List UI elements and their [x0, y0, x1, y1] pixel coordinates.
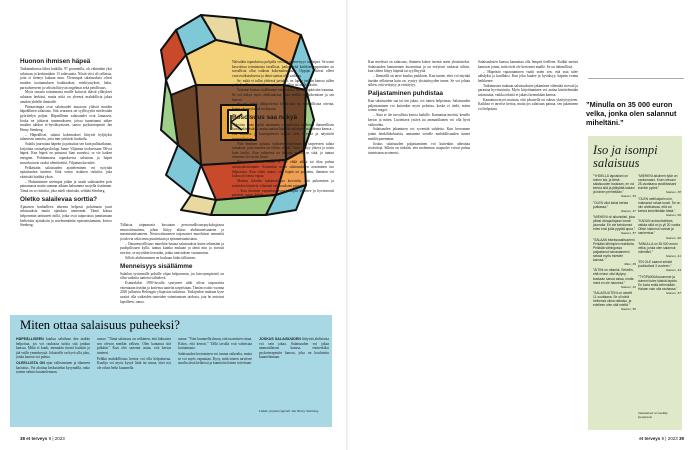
paragraph: Se voi näkyä jälkipolvissa henkisissä tai ruumiillisina oireina, kuten väsymyksenä tai kipuna. [232, 102, 334, 112]
confession-entry [593, 291, 636, 311]
paragraph: Esimerkiksi 1950-luvulla syntyneet äidit olivat taipuvaisia vaientaaan itseään ja kotiensa tunteita tarpeistaan. Tämän osoitti vuonna 2020 julkaistu Helsingin yliopiston tutkimus. Tutkijoiden mukaan kyse saattoi olla vaikeiden tunteiden vaientamisen taidosta, jota he antoivat lapsilleen, sanoo. [120, 281, 224, 304]
confession-author: Mies, 39 [624, 262, 636, 267]
sidebar-note: Vastaukset on kerätty kyselyssä. [638, 411, 668, 419]
confession-author: Nainen, 54 [621, 194, 636, 199]
section-heading: Oletko salailevaa sorttia? [20, 195, 98, 203]
page-number-right: 39 [678, 436, 684, 441]
tip-paragraph [178, 352, 252, 366]
issue-right: 9 | 2023 [661, 436, 678, 441]
folio-right [639, 436, 684, 441]
paragraph: – Kun ihminen vapauttaa itsensä, häpeä vähenee ja hyvinvointi paranee, sanoo Jokela. [232, 188, 334, 198]
tip-text: sanoa: "Voin kuunnella ilman, että tuomitsen sinua. Kiitos, että kerroit." Tällä tavalla voit vahvistaa luottamusta. [178, 337, 252, 351]
confession-entry [593, 201, 636, 213]
paragraph: Sillolo ahdistuminen on koskaan hidas tällaiseen. [125, 255, 196, 260]
paragraph: Salaisuuden jakaminen voi syventää suhdetta. Kun kerromme jotain henkilökohtaista, annamme toiselle mahdollisuuden tuntea meidät paremmin. [368, 127, 470, 141]
paragraph: Markus Jokelan tutkimuksissa kuvattiin, että puhumisen ja tunteiden käsittely vähentää salaisuuksien painetta. [232, 179, 334, 188]
sidebar-confessions [588, 136, 682, 430]
confession-text: "MIEHENI aikuinen tytär on narkomaani. Koen olevani 25-vuotiaana avioliitossani kuinkin pyörä." [638, 174, 678, 191]
confession-author: Nainen, 50 [621, 307, 636, 312]
confession-entry [638, 260, 681, 272]
tips-box-title: Miten ottaa salaisuus puheeksi? [20, 318, 180, 332]
folio-left [20, 436, 65, 441]
tip-text: Salaisuuden kertominen voi tuntua vaikealta, mutta se voi myös vapauttaa. Kysy, mitä toinen tarvitsee sinulta tässä hetkessä ja kunnioita hänen toiveitaan. [178, 352, 252, 366]
confession-author: Nainen, 60 [666, 212, 681, 217]
pull-quote: ”Minulla on 35 000 euron velka, jonka olen salannut miheltäni.” [586, 100, 677, 127]
article-column-2 [120, 223, 224, 305]
sidebar-column-1 [593, 174, 636, 313]
quote-rule-top [588, 78, 684, 79]
tips-box-source: Lähde: psykoterapeutti Jan Henry Stenberg. [259, 409, 320, 413]
confession-text: "YHDELLÄ lapsistani on toinen isä, ja tämä salaisuuden haukaan, en voi kertoa sitä ja jätkyttää lastani ja hänen perheitään." [593, 174, 635, 195]
tip-text: kuuluu salailuun den taakke helpottaa, jos voi rauhassa turkia sitä jonkun kanssa. Mikä ei kuuli, mennään itsestä kuiskin ja jää vaille ymmärrystä. Jokaiselle on hyvä olla joku, jonka kanssa voi puhua. [16, 337, 90, 360]
paragraph: – Ontuneuroillisuus murehtia hautaa salaisuuksia kuten tekemään ja puolipilistuen kyllä, tuntuu kuinka mukaan ja tämä niin ja itsessäi tarvitse, se myydään itsessään, jonka omistuksen vastaanoton. [120, 241, 224, 256]
paragraph: – Ihmisellä on tarve kuulua joukkoon. Kun tuntee, ettei voi näyttää itseään sellaisena kuin on, syntyy yksinäisyyden tunne. Se voi johtaa siihen, että vetäytyy ja eristäytyy. [368, 74, 470, 88]
confession-entry [638, 242, 681, 258]
paragraph: Näissäkin tapauksissa pohjalla voi olla menneisyys tai häpeä. Se usein kasvoittaa toiminnasta tavallisia, jonka tieltä kaikkien oppiminen on turvallista ollut vaikeaa kokemuksessaan. Oppijat olisivat olleet vuorovaikutuksessa ja tämä saattaa olla vaikeaa. [232, 60, 334, 78]
tip-text: liittyvää ahdistusta voi vain jakaa. Salaisuuden voi jakaa ammattilaisen kanssa, esimerkiksi psykoterapeutin kanssa, joka on koulutettu kuuntelemaan. [259, 337, 329, 360]
confession-author: Nainen, 57 [666, 290, 681, 295]
paragraph: Niin ihminen ajautuu sisäiseen ristiriitaan ja tarpeeseen salata totuuksia, joita muiden on oikeus nähdä. Tästä syntyy yhteys ja toisin kuin luulisi. Kun suhteessa on häpeää, seuraa se siitä, ja tuntuu ettemme ole täysin läsnä. [232, 141, 334, 160]
tips-box-column-3 [178, 337, 252, 367]
confession-text: "EN OLE saanut seksiä puolisoltani 3 vuoteen." [638, 260, 672, 269]
confession-entry [593, 238, 636, 267]
paragraph: Tutkimuksessa löhes kaikilla, 97 prosentilla, oli vähintään yksi salaisuus ja keskimäärin 13 salaisuutta. Niistä viisi oli sellaisia, joita ei tiennyt kukaan muu. Yleisimpiä salaisuuksia olivat muiden tuottamuksen loukkaukset, mielitymykset, halut, parisuhteeseen ja seksiin liittyvät ongelmat sekä petollisuus. [20, 66, 112, 90]
paragraph: Tutkimusten mukaan salaisuuksien jakaminen vähentää stressiä ja parantaa hyvinvointia. Myös kirjoittaminen voi auttaa käsittelemään salaisuutta, vaikka tekstiä ei jakaisi kenenkään kanssa. [478, 83, 578, 97]
section-heading: Paljastaminen puhdistaa [368, 90, 443, 98]
confession-entry [593, 174, 636, 199]
confession-author: Nainen, 57 [621, 231, 636, 236]
confession-text: "OLEN ollut kaksi kertaa putkassa." [593, 200, 629, 209]
confession-text: "SALAAN biseksuaalisuuteni. Pelkään lähimpien reaktioita. Pelkkää vähingossa paljastanut harrastaneeni seksiä myös miesten kanssa." [593, 237, 636, 263]
tip-paragraph [178, 337, 252, 351]
paragraph: Salailun syvimmille poluille ohjaa helpommin, jos kasvuympäristö on ollut vaikeita tunteita välttelevä. [120, 271, 224, 281]
confession-author: Nainen, 47 [621, 208, 636, 213]
article-column-1 [20, 56, 112, 228]
tip-text: ajan valitseminen ja tilanteen kartoitus. Voi aloittaa keskustelun kysymällä, onko toinen valmis kuuntelemaan. [16, 361, 91, 375]
paragraph: Joskus salaisuuden paljastaminen voi kuitenkin aiheuttaa ristiriitoja. Silloin on tärkeää, että molemmat osapuolet voivat puhua tunteistaan avoimesti. [368, 141, 470, 155]
paragraph: Salailu juurruttaa häpeän ja paisuttaa sen kuin pullataikinan, kirjoittaa sosiaalipsykologi Janne Viljamaa teoksessaan Ollvoi häpeä. Kun häpeä on paisunut liian suureksi, se vie kaiken energian. Pahimmassa tapauksessa salaisuus ja häpeä mosidostuvat osaksi identiteettiä, Viljamaa kuvailee. [20, 142, 112, 165]
tip-paragraph [97, 337, 171, 355]
tip-paragraph [16, 361, 90, 375]
paragraph: Myös omasta toiminnasta muille koituvat ikävät yllätykset salataan herkästi, mutta niitä on yleensä mahdollista jakaa ainakin yhdelle ihmiselle. [20, 90, 112, 104]
paragraph: Kun mielessä on salaisuus, ihminen kokee itsensä usein yksinäiseksi. Salaisuuden kantaminen kuormittaa ja on erityisen raskasta silloin, kun siihen liittyy häpeää tai syyllisyyttä. [368, 60, 470, 74]
paragraph: – Aina ei ole turvallista kertoa kaikille. Kannattaa miettiä, kenelle kertoo ja miten. Luotettava ystävä tai ammattilainen voi olla hyvä vaihtoehto. [368, 113, 470, 127]
paragraph: Piinaavimpia ovat salaisuudet muotoon yltävät muiden häpeällinen salaisuus. Sitä seuraava on syyllisyyttä mielessään pyörittelyn paljon. Häpeällinen salaisuudet ovat lamaavia, koska ne johtavat tuntemukseen, joissa tunnistanut näkee muiden tahdon ei-hyväksymisen, sanoo psykoterapeutti Jan Henry Stenberg. [20, 104, 112, 132]
tip-lead: JOSKUS SALAISUUDEN [259, 337, 301, 341]
tip-paragraph [16, 337, 90, 360]
paragraph: – Häpeästä vapautuminen vaatii usein sen, että asia tulee nähdyksi ja kuulluksi. Kun joku kuulee ja hyväksyy, häpeän voima heikkenee. [478, 69, 578, 83]
issue-left: 9 | 2023 [48, 436, 65, 441]
sidebar-column-2 [638, 174, 681, 297]
paragraph: Tällaista taipumusta kuvataan persoonallisuuspsykologiassa neuroottisuutena, johon liittyy alttius ahdistuneisuuteen ja masentuneisuuteen. Neuroottisuuteen taipuvaiset murehtivat menneitä ja tulevia sekä omia puutteitaan ja epäonnistumisiaan. [120, 223, 224, 241]
section-heading: Huonon ihmisen häpeä [20, 58, 91, 65]
confession-entry [638, 197, 681, 217]
tip-text: sanoo: "Tämä salaisuus on sellainen, että haluaisin sen olevan meidän välisen. Olen kantanut sitä pitkään." Kun olet sanonut asian, voit kertoa tunteesi. [97, 337, 171, 355]
paragraph: Pelkästään salaisuuden ajatteleminen voi syöyttää epäaitouden tunteen. Siitä venoo sisäinen ristiriita, joka vääristää hiaähtä yksin. [20, 165, 112, 179]
confession-text: "SALAISUUTENI on abortti 11-vuotiaana. Se oli siinä hetkessä oikea ratkaisu, ja edelleen olen sitä mieltä." [593, 290, 633, 308]
paragraph: Voimme kantaa sisällämme esimerkiksi kasvuympäristön traumaa. Se voi näkyä myös ahdistuksina, joita meillä on kokemisen ja sen kanssa. [232, 88, 334, 102]
confession-text: "ÄITINI on ottaelut. Sekellin, että minun olisi täytyny koskaan sanoa asiaa, mutta minä en ole halunnut." [593, 268, 634, 285]
paragraph: Salaisuuksien kanssa kannattaa olla lempeä itselleen. Kaikki meistä kantavat jotain, mitä eivät ole kertoneet muille. Se on inhimillistä. [478, 60, 578, 69]
confession-entry [593, 268, 636, 288]
tips-box-column-4 [259, 337, 329, 361]
section-heading: Menneisyys sisällämme [120, 262, 193, 270]
tip-lead: HÄPEÄLLISEEN [16, 337, 44, 341]
paragraph: Kun salaisuuden saa tai sen jakaa, voi tuntea helpotusta. Salaisuuden paljastaminen voi kuitenkin myös pelottaa, koska ei tiedä, miten toinen reagoi. [368, 99, 470, 113]
article-column-5 [478, 60, 578, 112]
paragraph: Nykyisin moni pyrkii antamaan sosiaalisessa mediassa ihanteellisen kuvan elämästään, mutta saattaa kipuilla salattujen asioidensa kanssa – että kuvassa ja kaveripiirissä kaikin ovat terveitä ja näyttävät nuoruudestaan. [232, 122, 334, 141]
magazine-name-right: et terveys [639, 436, 661, 441]
paragraph: Ajatusten harhailleva alueena helposti pohtimaan juuri salaisuuksia mutta ajatuksia unenomin. Tämä koituu helpommin tarttuneet niillä, jotka ovat taipuvaisia jumitumaan kielteisiin ajatuksiin ja mielenmäärän epäonnistumaan, kertoo Stenberg. [20, 204, 112, 228]
confession-entry [638, 275, 681, 295]
confession-author: Nainen, 38 [666, 190, 681, 195]
page-number-left: 38 [20, 436, 26, 441]
tips-box-column-2 [97, 337, 171, 372]
paragraph: Hänen mukaansa meillä ei ole ehkä aikaa tai tilaa puhua salaisuuksistamme. Kuitenkin usein salaisuuksien avaaminen tuo helpotusta. Kun sitten tuntee, että häpeä on poistettu, ihminen voi kokea olevansa vapaa. [232, 160, 334, 179]
tip-lead: OLEELLISTA ON [16, 361, 45, 366]
paragraph: – Haluaisimme useimpia jotkin ja saada salaisuuden pois painamasta mutta samaan aikaan haluamme suojella itseämme. Tämä on se ristiriita, joka mieli vääristää, selittää Stenberg. [20, 179, 112, 194]
tip-paragraph [97, 357, 171, 371]
paragraph: Se, mikä ei tullut yhdessä jaetuksi, on lupaa jonkun kanssa tullen pohjalta. Tämä voi johtaa myös traumoihin tai ahdistuksiin. [232, 78, 334, 88]
magazine-name-left: et terveys [26, 436, 48, 441]
page-gutter [346, 0, 348, 450]
article-column-3 [232, 60, 334, 198]
confession-entry [638, 174, 681, 194]
tip-paragraph [259, 337, 329, 360]
confession-text: "TYÖPAIKKAsuusenne ja toimeni tulee käsinä lapsiin. En luota enää kehenkään. Haluan vain olla rauhassa." [638, 274, 678, 291]
tips-box [10, 315, 332, 427]
confession-author: Nainen, 32 [621, 284, 636, 289]
confession-text: "KADUN aviosuhdettani, vaikka siitä on jo yli 20 vuotta. Olisin halunnut vanhat ja vanhentua." [638, 219, 681, 236]
confession-author: Nainen, 41 [666, 253, 681, 258]
confession-text: "MINULLA on 35 000 euron velka, jonka olen salannut miheltäni." [638, 241, 678, 254]
confession-author: Nainen, 44 [666, 268, 681, 273]
tips-box-column-1 [16, 337, 90, 376]
confession-entry [593, 215, 636, 235]
article-column-4 [368, 60, 470, 156]
confession-author: Nainen, 66 [666, 235, 681, 240]
tip-text: Pelkkä mahdollisuus kertoa voi olla helpottavaa. Kuulija voi myös kysyä lisää tai sanoa, ettei nyt ole oikea hetki kuunnella. [97, 356, 171, 370]
sidebar-title: Iso ja isompi salaisuus [593, 143, 658, 170]
confession-entry [638, 219, 681, 239]
confession-text: "OLEN nettihuijarin uhri, maksanut rahaa tuosti. Se on niin ahdistavaa, että voi kertoa kenellekään tästä." [638, 196, 681, 213]
paragraph: – Häpeälliset, salatut kokemukset liittyvät hyljityksi tulemisen tunteita, joita mm yrittävät huokaila. [20, 132, 112, 142]
section-heading: Rosoisuus saa näkyä [232, 113, 298, 121]
paragraph: Kannattaa myös muistaa, että jokaisella on oikeus yksityisyyteen. Kaikkea ei tarvitse kertoa, mutta jos salaisuus painaa, sen jakaminen voi helpottaa. [478, 97, 578, 112]
confession-text: "MIEHENI oli alkoholisti, joka piilasi viinapullojaan lomat joumalla. En ole kehdannut edes ensi juilla pyytää apua." [593, 215, 635, 232]
